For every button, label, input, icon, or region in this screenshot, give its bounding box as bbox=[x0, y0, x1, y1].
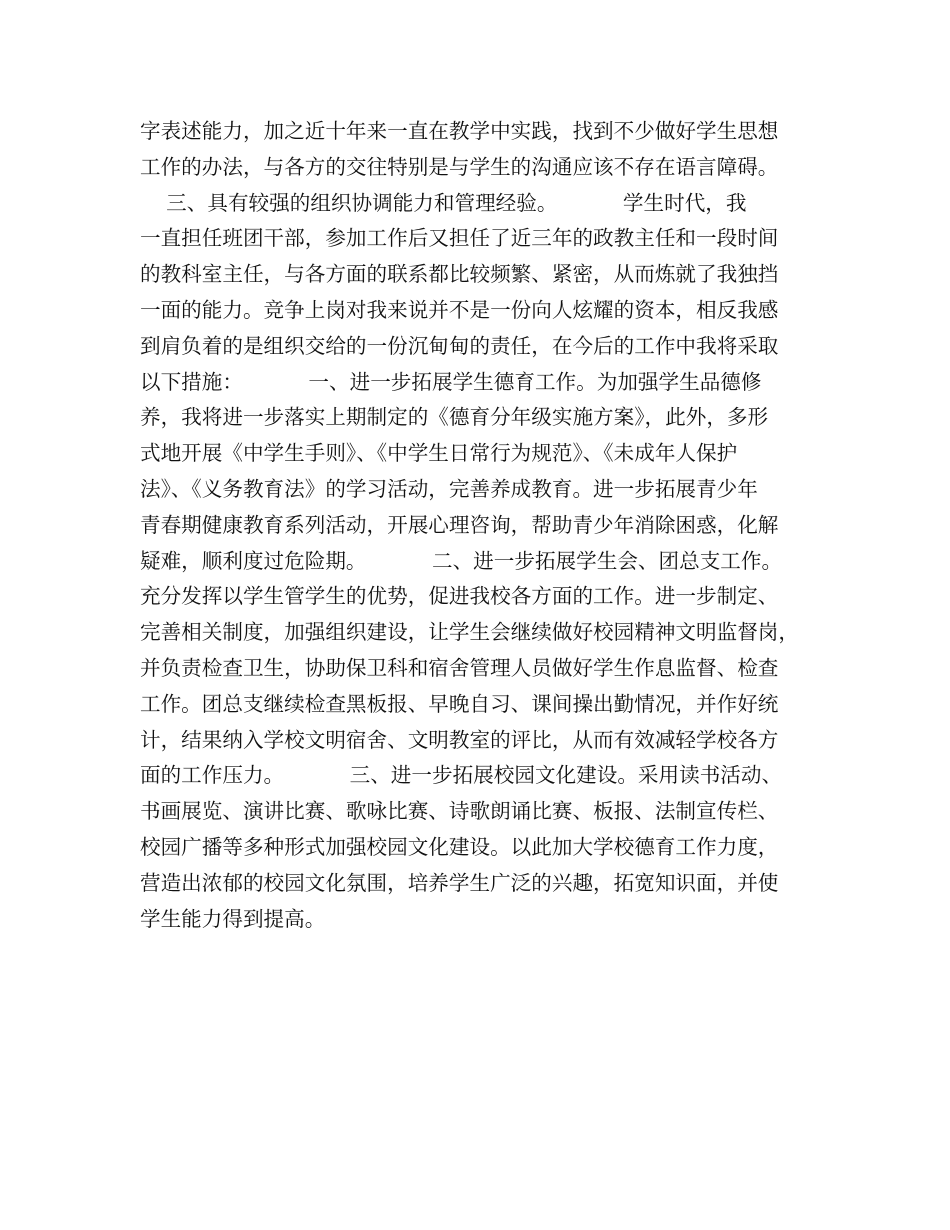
text-line: 工作。团总支继续检查黑板报、早晚自习、课间操出勤情况，并作好统 bbox=[140, 691, 779, 716]
text-line: 充分发挥以学生管学生的优势，促进我校各方面的工作。进一步制定、 bbox=[140, 584, 779, 609]
body-text bbox=[140, 114, 840, 937]
text-line: 疑难，顺利度过危险期。 二、进一步拓展学生会、团总支工作。 bbox=[140, 548, 783, 573]
text-line: 完善相关制度，加强组织建设，让学生会继续做好校园精神文明监督岗， bbox=[140, 620, 799, 645]
text-line: 计，结果纳入学校文明宿舍、文明教室的评比，从而有效减轻学校各方 bbox=[140, 727, 779, 752]
text-line: 三、具有较强的组织协调能力和管理经验。 学生时代，我 bbox=[140, 190, 747, 215]
text-line: 工作的办法，与各方的交往特别是与学生的沟通应该不存在语言障碍。 bbox=[140, 154, 779, 179]
text-line: 法》、《义务教育法》的学习活动，完善养成教育。进一步拓展青少年 bbox=[140, 476, 758, 501]
text-line: 一面的能力。竞争上岗对我来说并不是一份向人炫耀的资本，相反我感 bbox=[140, 297, 779, 322]
text-line: 到肩负着的是组织交给的一份沉甸甸的责任，在今后的工作中我将采取 bbox=[140, 333, 779, 358]
text-line: 青春期健康教育系列活动，开展心理咨询，帮助青少年消除困惑，化解 bbox=[140, 512, 779, 537]
text-line: 营造出浓郁的校园文化氛围，培养学生广泛的兴趣，拓宽知识面，并使 bbox=[140, 870, 779, 895]
text-line: 并负责检查卫生，协助保卫科和宿舍管理人员做好学生作息监督、检查 bbox=[140, 655, 779, 680]
text-line: 的教科室主任，与各方面的联系都比较频繁、紧密，从而炼就了我独挡 bbox=[140, 262, 779, 287]
text-line: 字表述能力，加之近十年来一直在教学中实践，找到不少做好学生思想 bbox=[140, 119, 779, 143]
text-line: 校园广播等多种形式加强校园文化建设。以此加大学校德育工作力度， bbox=[140, 834, 779, 859]
text-line: 一直担任班团干部，参加工作后又担任了近三年的政教主任和一段时间 bbox=[140, 226, 779, 251]
text-line: 面的工作压力。 三、进一步拓展校园文化建设。采用读书活动、 bbox=[140, 763, 783, 788]
text-line: 学生能力得到提高。 bbox=[140, 906, 326, 931]
text-line: 式地开展《中学生手则》、《中学生日常行为规范》、《未成年人保护 bbox=[140, 441, 738, 466]
text-line: 书画展览、演讲比赛、歌咏比赛、诗歌朗诵比赛、板报、法制宣传栏、 bbox=[140, 799, 779, 824]
text-line: 以下措施： 一、进一步拓展学生德育工作。为加强学生品德修 bbox=[140, 369, 762, 394]
text-line: 养，我将进一步落实上期制定的《德育分年级实施方案》，此外，多形 bbox=[140, 405, 769, 430]
